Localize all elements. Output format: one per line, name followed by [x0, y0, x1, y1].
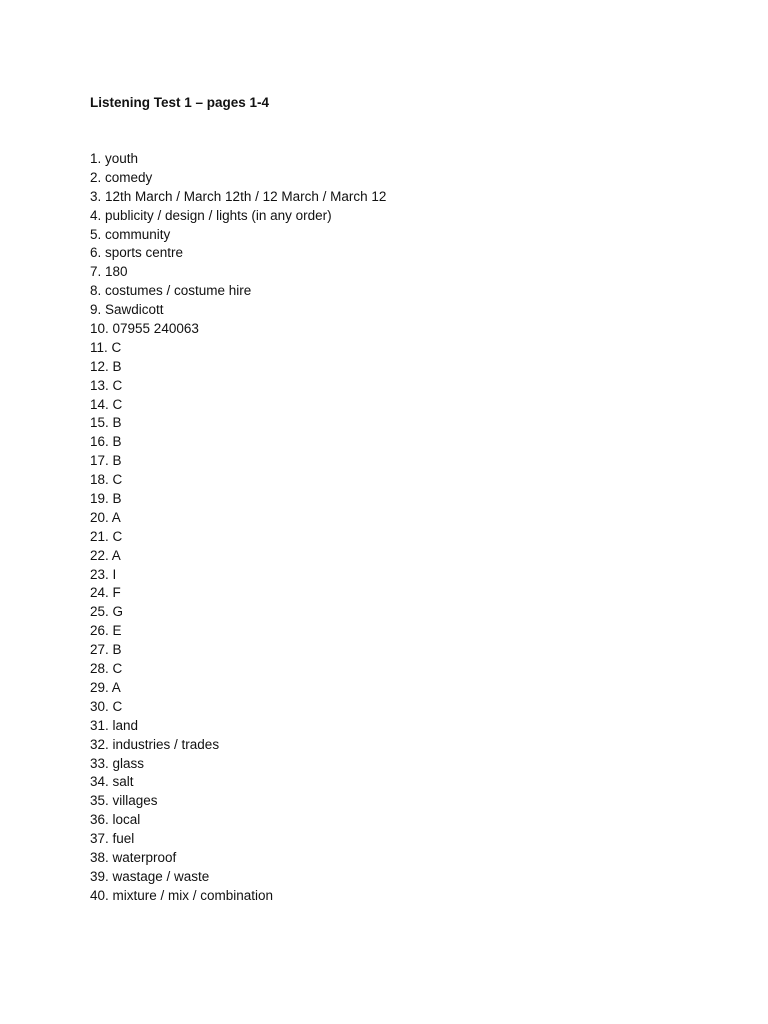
answer-item: 25. G — [90, 604, 124, 620]
answer-item: 18. C — [90, 472, 123, 488]
answer-item: 17. B — [90, 453, 122, 469]
answer-item: 30. C — [90, 698, 123, 714]
answer-item: 8. costumes / costume hire — [90, 283, 252, 299]
answer-item: 22. A — [90, 547, 121, 563]
answer-item: 29. A — [90, 679, 121, 695]
answer-item: 36. local — [90, 812, 141, 828]
answer-item: 20. A — [90, 509, 121, 525]
answer-item: 2. comedy — [90, 169, 153, 185]
answer-item: 21. C — [90, 528, 123, 544]
answer-item: 40. mixture / mix / combination — [90, 887, 274, 903]
answer-item: 28. C — [90, 661, 123, 677]
answer-list — [90, 150, 386, 906]
answer-item: 1. youth — [90, 151, 139, 166]
answer-item: 3. 12th March / March 12th / 12 March / March 12 — [90, 188, 387, 204]
answer-item: 4. publicity / design / lights (in any order) — [90, 207, 332, 223]
answer-item: 35. villages — [90, 793, 158, 809]
answer-item: 19. B — [90, 491, 122, 507]
answer-item: 26. E — [90, 623, 122, 639]
answer-item: 7. 180 — [90, 264, 128, 280]
answer-item: 5. community — [90, 226, 171, 242]
answer-item: 37. fuel — [90, 831, 135, 847]
answer-item: 34. salt — [90, 774, 134, 790]
answer-item: 13. C — [90, 377, 123, 393]
answer-item: 24. F — [90, 585, 121, 601]
answer-item: 15. B — [90, 415, 122, 431]
answer-item: 16. B — [90, 434, 122, 450]
answer-item: 14. C — [90, 396, 123, 412]
document-title: Listening Test 1 – pages 1-4 — [90, 95, 270, 110]
answer-item: 12. B — [90, 358, 122, 374]
answer-item: 10. 07955 240063 — [90, 321, 199, 337]
answer-item: 6. sports centre — [90, 245, 184, 261]
answer-item: 23. I — [90, 566, 117, 582]
answer-item: 32. industries / trades — [90, 736, 220, 752]
answer-item: 9. Sawdicott — [90, 302, 164, 318]
answer-item: 38. waterproof — [90, 849, 177, 865]
answer-item: 33. glass — [90, 755, 145, 771]
answer-item: 31. land — [90, 717, 139, 733]
answer-item: 39. wastage / waste — [90, 868, 210, 884]
answer-item: 11. C — [90, 339, 122, 355]
answer-item: 27. B — [90, 642, 122, 658]
